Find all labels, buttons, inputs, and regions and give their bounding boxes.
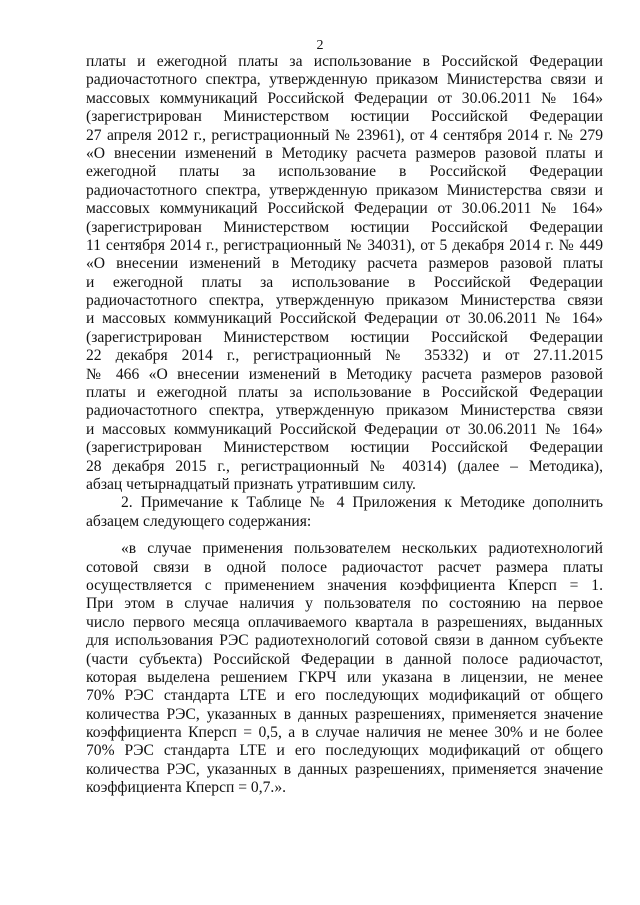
text-line: 22 декабря 2014 г., регистрационный № 35332) и от 27.11.2015 — [86, 347, 603, 365]
text-line: (зарегистрирован Министерством юстиции Российской Федерации — [86, 218, 603, 236]
text-line: массовых коммуникаций Российской Федерации от 30.06.2011 № 164» — [86, 89, 603, 107]
text-line: и массовых коммуникаций Российской Федерации от 30.06.2011 № 164» — [86, 420, 603, 438]
text-line: массовых коммуникаций Российской Федерации от 30.06.2011 № 164» — [86, 200, 603, 218]
text-line: платы и ежегодной платы за использование в Российской Федерации — [86, 384, 603, 402]
text-line: число первого месяца оплачиваемого квартала в разрешениях, выданных — [86, 613, 603, 631]
text-line: сотовой связи в одной полосе радиочастот расчет размера платы — [86, 558, 603, 576]
text-line: абзацем следующего содержания: — [86, 512, 312, 530]
text-line: радиочастотного спектра, утвержденную приказом Министерства связи — [86, 292, 603, 310]
text-line: 70% РЭС стандарта LTE и его последующих модификаций от общего — [86, 742, 603, 760]
text-line: (зарегистрирован Министерством юстиции Российской Федерации — [86, 328, 603, 346]
text-line: коэффициента Кперсп = 0,7.». — [86, 779, 287, 797]
text-line: 70% РЭС стандарта LTE и его последующих модификаций от общего — [86, 687, 603, 705]
text-line: осуществляется с применением значения коэффициента Кперсп = 1. — [86, 576, 603, 594]
text-line: «О внесении изменений в Методику расчета размеров разовой платы и — [86, 144, 603, 162]
text-line: радиочастотного спектра, утвержденную приказом Министерства связи и — [86, 71, 603, 89]
paragraph-note-amendment — [86, 494, 603, 531]
text-line: «О внесении изменений в Методику расчета размеров разовой платы — [86, 255, 603, 273]
text-line: (зарегистрирован Министерством юстиции Российской Федерации — [86, 108, 603, 126]
text-line: 27 апреля 2012 г., регистрационный № 23961), от 4 сентября 2014 г. № 279 — [86, 126, 603, 144]
text-line: которая выделена решением ГКРЧ или указана в лицензии, не менее — [86, 668, 603, 686]
text-line: радиочастотного спектра, утвержденную приказом Министерства связи и — [86, 181, 603, 199]
text-line: радиочастотного спектра, утвержденную приказом Министерства связи — [86, 402, 603, 420]
text-line: 2. Примечание к Таблице № 4 Приложения к Методике дополнить — [121, 494, 603, 512]
text-line: абзац четырнадцатый признать утратившим силу. — [86, 475, 416, 493]
page-number: 2 — [316, 38, 324, 53]
text-line: (зарегистрирован Министерством юстиции Российской Федерации — [86, 439, 603, 457]
text-line: и ежегодной платы за использование в Российской Федерации — [86, 273, 603, 291]
text-line: ежегодной платы за использование в Российской Федерации — [86, 163, 603, 181]
text-line: количества РЭС, указанных в данных разрешениях, применяется значение — [86, 760, 603, 778]
text-line: «в случае применения пользователем нескольких радиотехнологий — [121, 540, 603, 558]
text-line: платы и ежегодной платы за использование в Российской Федерации — [86, 53, 603, 70]
paragraph-spacing — [86, 531, 603, 540]
text-line: При этом в случае наличия у пользователя по состоянию на первое — [86, 595, 603, 613]
text-line: (части субъекта) Российской Федерации в данной полосе радиочастот, — [86, 650, 603, 668]
text-line: 28 декабря 2015 г., регистрационный № 40314) (далее – Методика), — [86, 457, 603, 475]
text-line: количества РЭС, указанных в данных разрешениях, применяется значение — [86, 705, 603, 723]
paragraph-amendments-list — [86, 53, 603, 494]
text-line: и массовых коммуникаций Российской Федерации от 30.06.2011 № 164» — [86, 310, 603, 328]
text-line: № 466 «О внесении изменений в Методику расчета размеров разовой — [86, 365, 603, 383]
paragraph-quoted-text — [86, 540, 603, 797]
text-line: коэффициента Кперсп = 0,5, а в случае наличия не менее 30% и не более — [86, 724, 603, 742]
text-line: 11 сентября 2014 г., регистрационный № 34031), от 5 декабря 2014 г. № 449 — [86, 236, 603, 254]
text-line: для использования РЭС радиотехнологий сотовой связи в данном субъекте — [86, 632, 603, 650]
document-body — [86, 53, 603, 798]
